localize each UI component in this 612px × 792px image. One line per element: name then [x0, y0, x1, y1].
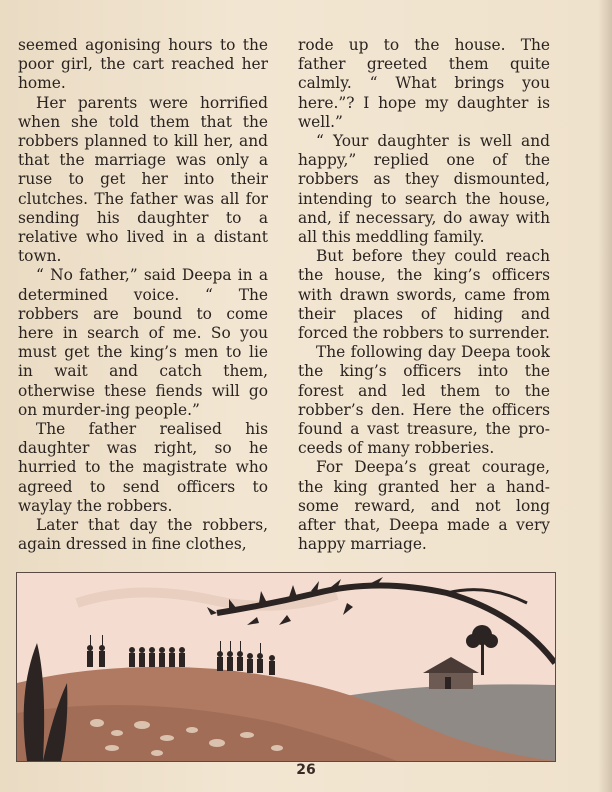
- paragraph: The father realised his daughter was right, so he hurried to the magistrate who agreed to send officers to waylay the robbers.: [18, 420, 268, 515]
- paragraph: seemed agonising hours to the poor girl, the cart reached her home.: [18, 36, 268, 93]
- page-edge-shadow: [598, 0, 612, 792]
- paragraph: Later that day the robbers, again dressed in fine clothes,: [18, 516, 268, 554]
- illustration-scene: [17, 573, 555, 761]
- paragraph: rode up to the house. The father greeted them quite calmly. “ What brings you here.”? I hope my daughter is well.”: [298, 36, 550, 131]
- page-number: 26: [296, 762, 316, 778]
- paragraph: “ No father,” said Deepa in a determined voice. “ The robbers are bound to come here in search of me. So you must get the king’s men to lie in wait and catch them, otherwise these fiends will go on murder-ing people.”: [18, 266, 268, 419]
- left-text-column: [18, 36, 268, 554]
- paragraph: “ Your daughter is well and happy,” replied one of the robbers as they dismounted, intending to search the house, and, if necessary, do away with all this meddling family.: [298, 132, 550, 247]
- paragraph: Her parents were horrified when she told them that the robbers planned to kill her, and that the marriage was only a ruse to get her into their clutches. The father was all for sending his daughter to a relative who lived in a distant town.: [18, 93, 268, 266]
- paragraph: The following day Deepa took the king’s officers into the forest and led them to the robber’s den. Here the officers found a vast treasure, the pro-ceeds of many robberies.: [298, 343, 550, 458]
- paragraph: For Deepa’s great courage, the king granted her a hand-some reward, and not long after that, Deepa made a very happy marriage.: [298, 458, 550, 554]
- story-illustration: [16, 572, 556, 762]
- right-text-column: [298, 36, 550, 554]
- paragraph: But before they could reach the house, the king’s officers with drawn swords, came from their places of hiding and forced the robbers to surrender.: [298, 247, 550, 343]
